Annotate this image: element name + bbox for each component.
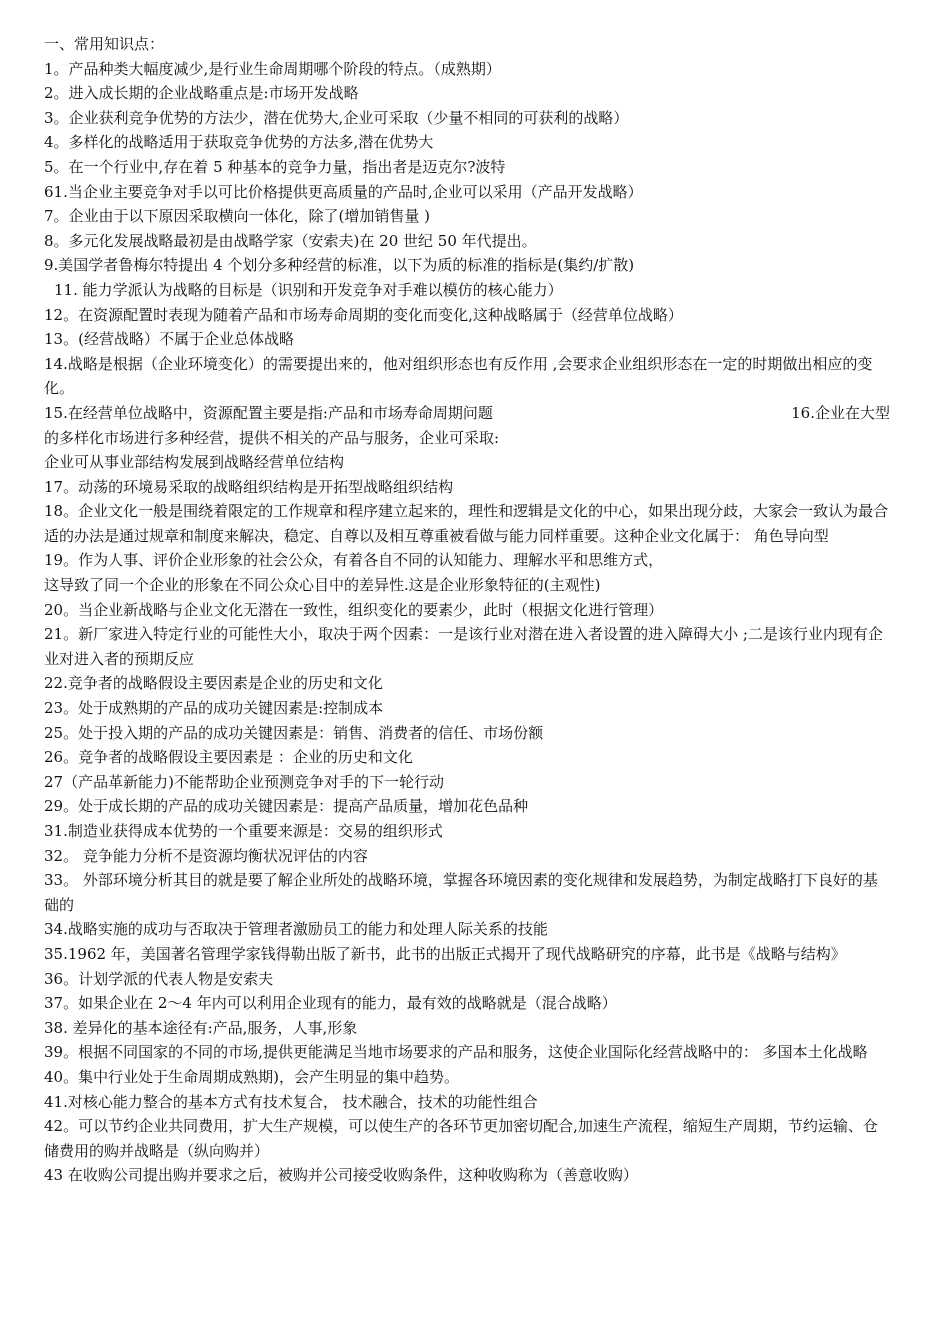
text-line: 12。在资源配置时表现为随着产品和市场寿命周期的变化而变化,这种战略属于（经营单位战略） [44, 305, 683, 324]
text-line: 20。当企业新战略与企业文化无潜在一致性，组织变化的要素少，此时（根据文化进行管理） [44, 600, 664, 619]
text-line: 31.制造业获得成本优势的一个重要来源是：交易的组织形式 [44, 822, 443, 840]
text-paragraph: 35.1962 年，美国著名管理学家钱得勒出版了新书，此书的出版正式揭开了现代战略研究的序幕，此书是《战略与结构》 [44, 944, 846, 963]
text-line: 37。如果企业在 2～4 年内可以利用企业现有的能力，最有效的战略就是（混合战略） [44, 994, 617, 1013]
text-line: 4。多样化的战略适用于获取竞争优势的方法多,潜在优势大 [44, 133, 434, 152]
text-line: 41.对核心能力整合的基本方式有技术复合， 技术融合，技术的功能性组合 [44, 1092, 538, 1111]
text-line: 40。集中行业处于生命周期成熟期)，会产生明显的集中趋势。 [44, 1067, 459, 1086]
text-line: 61.当企业主要竞争对手以可比价格提供更高质量的产品时,企业可以采用（产品开发战略） [44, 182, 643, 201]
text-paragraph: 21。新厂家进入特定行业的可能性大小，取决于两个因素：一是该行业对潜在进入者设置的进入障碍大小 ;二是该行业内现有企业对进入者的预期反应 [44, 625, 883, 668]
text-line: 5。在一个行业中,存在着 5 种基本的竞争力量，指出者是迈克尔?波特 [44, 157, 506, 176]
text-line: 企业可从事业部结构发展到战略经营单位结构 [44, 453, 345, 472]
text-line: 22.竞争者的战略假设主要因素是企业的历史和文化 [44, 674, 383, 693]
text-line: 36。计划学派的代表人物是安索夫 [44, 969, 274, 988]
text-line: 这导致了同一个企业的形象在不同公众心目中的差异性.这是企业形象特征的(主观性) [44, 576, 601, 595]
text-line: 13。(经营战略）不属于企业总体战略 [44, 330, 294, 349]
text-paragraph: 39。根据不同国家的不同的市场,提供更能满足当地市场要求的产品和服务，这使企业国际化经营战略中的： 多国本土化战略 [44, 1043, 868, 1062]
text-line: 34.战略实施的成功与否取决于管理者激励员工的能力和处理人际关系的技能 [44, 920, 548, 939]
text-line-right: 16.企业在大型 [791, 403, 890, 422]
text-line-left: 15.在经营单位战略中，资源配置主要是指:产品和市场寿命周期问题 [44, 403, 493, 422]
text-line: 29。处于成长期的产品的成功关键因素是：提高产品质量，增加花色品种 [44, 797, 529, 816]
text-paragraph: 18。企业文化一般是围绕着限定的工作规章和程序建立起来的，理性和逻辑是文化的中心，如果出现分歧，大家会一致认为最合适的办法是通过规章和制度来解决，稳定、自尊以及相互尊重被看做与能力同样重要。这种企业文化属于： 角色导向型 [44, 502, 889, 545]
text-paragraph: 33。 外部环境分析其目的就是要了解企业所处的战略环境，掌握各环境因素的变化规律和发展趋势，为制定战略打下良好的基础的 [44, 871, 878, 914]
text-line: 17。动荡的环境易采取的战略组织结构是开拓型战略组织结构 [44, 477, 454, 496]
text-line: 8。多元化发展战略最初是由战略学家（安索夫)在 20 世纪 50 年代提出。 [44, 231, 537, 250]
text-line: 11. 能力学派认为战略的目标是（识别和开发竞争对手难以模仿的核心能力） [54, 280, 563, 299]
text-line: 9.美国学者鲁梅尔特提出 4 个划分多种经营的标准，以下为质的标准的指标是(集约/扩散) [44, 256, 635, 275]
text-line: 1。产品种类大幅度减少,是行业生命周期哪个阶段的特点。（成熟期） [44, 59, 501, 78]
text-line: 19。作为人事、评价企业形象的社会公众，有着各自不同的认知能力、理解水平和思维方式， [44, 551, 664, 570]
text-line: 43 在收购公司提出购并要求之后，被购并公司接受收购条件，这种收购称为（善意收购） [44, 1166, 638, 1185]
text-paragraph: 14.战略是根据（企业环境变化）的需要提出来的，他对组织形态也有反作用 ,会要求企业组织形态在一定的时期做出相应的变化。 [44, 354, 873, 398]
document-body [44, 32, 890, 1188]
text-line: 25。处于投入期的产品的成功关键因素是：销售、消费者的信任、市场份额 [44, 723, 544, 742]
split-line [44, 401, 890, 426]
text-line: 7。企业由于以下原因采取横向一体化，除了(增加销售量 ) [44, 207, 431, 226]
text-line: 26。竞争者的战略假设主要因素是 ：企业的历史和文化 [44, 748, 413, 767]
text-line: 的多样化市场进行多种经营，提供不相关的产品与服务，企业可采取: [44, 428, 500, 447]
text-line: 38. 差异化的基本途径有:产品,服务，人事,形象 [44, 1018, 358, 1037]
text-line: 2。进入成长期的企业战略重点是:市场开发战略 [44, 84, 359, 103]
text-paragraph: 42。可以节约企业共同费用，扩大生产规模，可以使生产的各环节更加密切配合,加速生产流程，缩短生产周期，节约运输、仓储费用的购并战略是（纵向购并） [44, 1117, 878, 1160]
section-heading: 一、常用知识点： [44, 35, 165, 53]
text-line: 3。企业获利竞争优势的方法少，潜在优势大,企业可采取（少量不相同的可获利的战略） [44, 108, 629, 127]
text-line: 27（产品革新能力)不能帮助企业预测竞争对手的下一轮行动 [44, 772, 444, 791]
text-line: 23。处于成熟期的产品的成功关键因素是:控制成本 [44, 699, 384, 718]
text-line: 32。 竞争能力分析不是资源均衡状况评估的内容 [44, 846, 368, 865]
